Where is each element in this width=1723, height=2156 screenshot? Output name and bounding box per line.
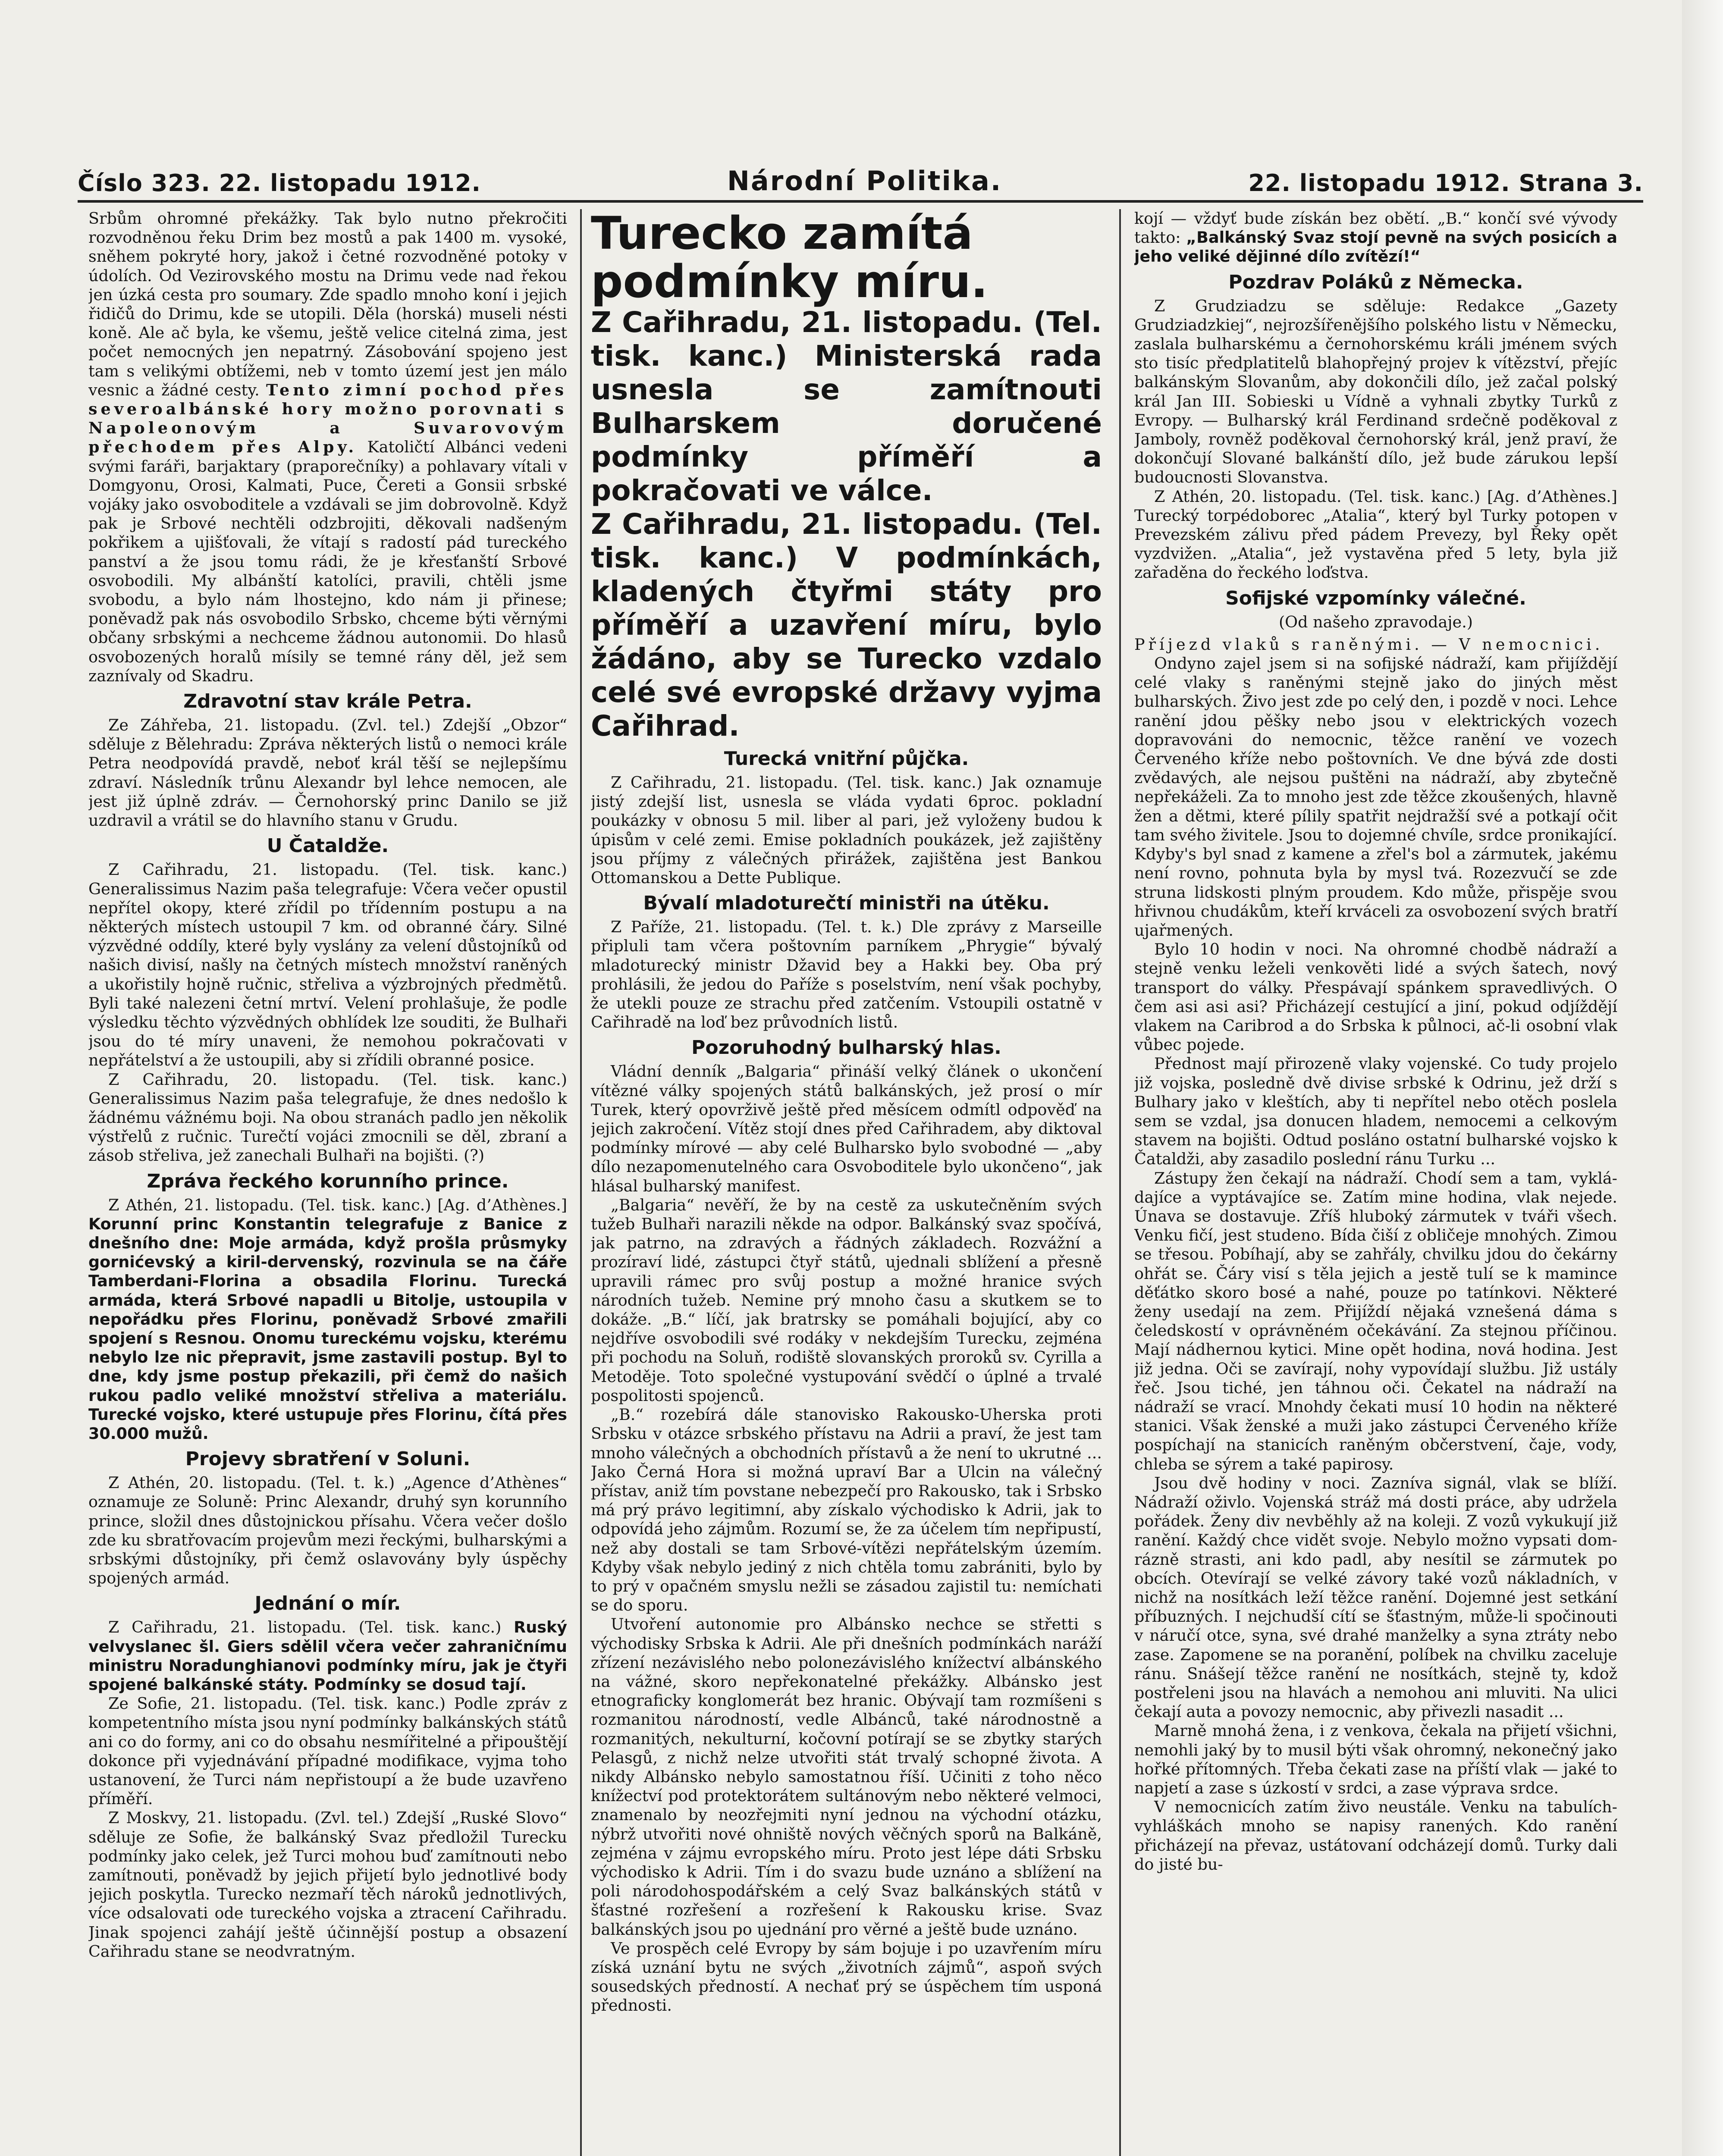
text-run: kojí — vždyť bude získán bez obětí. „B.“ končí své vývody takto:: [1134, 209, 1617, 247]
section-heading: Pozdrav Poláků z Německa.: [1228, 271, 1523, 293]
article-paragraph: Z Athén, 20. listopadu. (Tel. tisk. kanc.) [Ag. d’Athènes.] Turecký torpédoborec „Atalia“, který byl Turky potopen v Prevezském zálivu před pádem Prevezy, byl Řeky opět vyzdvižen. „Atalia“, jež vystavěna před 5 lety, byla již zařaděna do řeckého loďstva.: [1134, 487, 1617, 582]
section-heading: Pozoruhodný bulharský hlas.: [691, 1037, 1001, 1059]
article-paragraph: [88, 1618, 567, 1694]
subheading: (Od našeho zpravodaje.): [1278, 612, 1473, 631]
article-paragraph: Z Grudziadzu se sděluje: Redakce „Gazety Grudziadzkiej“, nejrozšířenějšího polského listu v Německu, zaslala bulharskému a černohorskému králi jménem svých sto tisíc předplatitelů blahopřejný projev k vítězství, přejíc balkánským Slovanům, aby dokončili dílo, jež začal polský král Jan III. Sobieski u Vídně a vyhnali zbytky Turků z Evropy. — Bulharský král Ferdinand srdečně poděkoval z Jamboly, rovněž poděkoval černohorský král, jenž praví, že dokončují Slované balkánští dílo, jež bude zárukou lepší budoucnosti Slovanstva.: [1134, 296, 1617, 487]
article-paragraph: Přednost mají přirozeně vlaky vojenské. Co tudy projelo již vojska, posledně dvě divise srbské k Odrinu, jež drží s Bulhary jako v kleštích, aby ti nepřítel nebo otěch poslela sem se vzdal, jsa donucen hladem, nemocemi a celkovým stavem na bojišti. Odtud posláno ostatní bulharské vojsko k Čataldži, aby zasadilo poslední ránu Turku ...: [1134, 1054, 1617, 1169]
lead-line: Příjezd vlaků s raněnými. — V nemocnici.: [1134, 635, 1604, 654]
article-paragraph: Z Cařihradu, 20. listopadu. (Tel. tisk. kanc.) Generalissimus Nazim paša telegrafuje, že dnes nedošlo k žádnému vážnému boji. Na obou stranách padlo jen několik výstřelů z ručnic. Turečtí vojáci zmocnili se děl, zbraní a zásob střeliva, jež zanechali Bulhaři na bojišti. (?): [88, 1070, 567, 1165]
section-heading: U Čataldže.: [267, 835, 389, 857]
header-left: Číslo 323. 22. listopadu 1912.: [78, 169, 481, 197]
section-heading: Jednání o mír.: [254, 1592, 401, 1615]
section-heading: Turecká vnitřní půjčka.: [724, 748, 969, 770]
article-paragraph: Z Paříže, 21. listopadu. (Tel. t. k.) Dle zprávy z Marseille připluli tam včera poštovním parníkem „Phrygie“ bývalý mladoturecký ministr Džavid bey a Hakki bey. Oba prý prohlásili, že jedou do Paříže s poselstvím, není však pochyby, že utekli pouze ze strachu před zatčením. Vstoupili ostatně v Cařihradě na loď bez průvodních listů.: [591, 918, 1102, 1032]
article-paragraph: Zástupy žen čekají na nádraží. Chodí sem a tam, vykládajíce a vyptávajíce se. Zatím mine hodina, vlak nejede. Únava se dostavuje. Zříš hluboký zármutek v tváři všech. Venku fičí, jest studeno. Bída čiší z obličeje mnohých. Zimou se třesou. Pobíhají, aby se zahřály, chvilku jdou do čekárny ohřát se. Čáry visí s těla jejich a jestě tulí se k mamince děťátko skoro bosé a nahé, pouze po tatínkovi. Některé ženy usedají na zem. Přijíždí nějaká vznešená dáma s čeledskostí v oprávněném očekávání. Za stejnou příčinou. Mají nádhernou kytici. Mine opět hodina, nová hodina. Jest již jedna. Oči se zavírají, nohy vypovídají službu. Již ustály řeč. Jsou tiché, jen táhnou oči. Čekatel na nádraží na nádraží se vrací. Mnohdy čekati musí 10 hodin na některé stanici. Však ženské a muži jako zástupci Červeného kříže pospíchají na stanicích raněným občerstvení, čaje, vody, chleba se sýrem a také papirosy.: [1134, 1169, 1617, 1473]
column-rule: [1119, 209, 1121, 2156]
article-paragraph: Marně mnohá žena, i z venkova, čekala na přijetí všichni, nemohli jaký by to musil býti však ohromný, nekonečný jako hořké přítomných. Třeba čekati zase na příští vlak — jaké to napjetí a zase s úzkostí v srdci, a zase výprava srdce.: [1134, 1721, 1617, 1798]
article-paragraph: Ve prospěch celé Evropy by sám bojuje i po uzavřením míru získá uznání bytu ne svých „životních zájmů“, aspoň svých sousedských předností. A nechať prý se úspěchem tím usponá přednosti.: [591, 1939, 1102, 2015]
text-run: Katoličtí Albánci vedeni svými faráři, barjaktary (praporečníky) a pohlavary vítali v Domgyonu, Orosi, Kalmati, Puce, Čereti a Gonsii srbské vojáky jako osvoboditele a vzdávali se jim dobrovolně. Když pak je Srbové nechtěli odzbrojiti, děkovali nadšeným pokřikem a ujišťovali, že vítají s radostí pád tureckého panství a že jsou tomu rádi, že je křesťanští Srbové osvobodili. My albánští katolíci, pravili, chtěli jsme svobodu, a bylo nám lhostejno, kdo nám ji přinese; poněvadž pak nás osvobodilo Srbsko, chceme býti věrnými občany srbskými a nechceme žádnou autonomii. Do hlasů osvobozených horalů mísily se temné rány děl, jež sem zaznívaly od Skadru.: [88, 438, 567, 685]
article-paragraph: [88, 209, 567, 686]
article-paragraph: Z Cařihradu, 21. listopadu. (Tel. tisk. kanc.) Jak oznamuje jistý zdejší list, usnesla se vláda vydati 6proc. pokladní poukázky v obnosu 5 mil. liber al pari, jež vyloženy budou k úpisům v celé zemi. Emise pokladních poukázek, jež zajištěny jsou příjmy z válečných přirážek, zajištěna jest Bankou Ottomanskou a Dette Publique.: [591, 773, 1102, 887]
article-paragraph: Vládní denník „Balgaria“ přináší velký článek o ukončení vítězné války spojených států balkánských, jež prosí o mír Turek, který opovrživě ještě před měsícem odmítl odpověď na jejich zakročení. Vítěz stojí dnes před Cařihradem, aby diktoval podmínky mírové — aby celé Bulharsko bylo svobodné — „aby dílo nezapomenutelného cara Osvoboditele bylo ukončeno“, jak hlásal bulharský manifest.: [591, 1062, 1102, 1195]
article-paragraph: Z Athén, 20. listopadu. (Tel. t. k.) „Agence d’Athènes“ oznamuje ze Soluně: Princ Alexandr, druhý syn korunního prince, složil dnes důstojnickou přísahu. Včera večer došlo zde ku sbratřovacím projevům mezi řeckými, bulharskými a srbskými důstojníky, při čemž oslavovány byly úspěchy spojených armád.: [88, 1473, 567, 1588]
article-paragraph: Ondyno zajel jsem si na sofijské nádraží, kam přijíždějí celé vlaky s raněnými stejně jako do jiných měst bulharských. Živo jest zde po celý den, i pozdě v noci. Lehce ranění jdou pěšky nebo jsou v elektrických vozech dopravováni do nemocnic, těžce ranění ve vozech Červeného kříže nebo poštovních. Ve dne bývá zde dosti zvědavých, ale nejsou puštěni na nádraží, aby zbytečně nepřekáželi. Za to mnoho jest zde těžce zkoušených, hlavně žen a dětmi, které pílily spatřit nejdražší své a potkají očit tam svého živitele. Jsou to dojemné chvíle, srdce pronikající. Kdyby's byl snad z kamene a zřel's bol a zármutek, jakému není rovno, pohnuta byla by mysl tvá. Rozezvučí se zde struna lidskosti plným proudem. Kdo může, přispěje svou hřivnou chudákům, kteří krváceli za osvobození svých bratří ujařmených.: [1134, 654, 1617, 940]
headline-bulletin: Z Cařihradu, 21. listopadu. (Tel. tisk. kanc.) V podmínkách, kladených čtyřmi státy pro příměří a uzavření míru, bylo žádáno, aby se Turecko vzdalo celé své evropské državy vyjma Cařihrad.: [591, 508, 1102, 743]
column-left: [88, 209, 567, 2156]
article-paragraph: Ze Sofie, 21. listopadu. (Tel. tisk. kanc.) Podle zpráv z kompetentního místa jsou nyní podmínky balkánských států ani co do formy, ani co do obsahu nesmířitelné a připouštějí dokonce při vyjednávání případné modifikace, vyjma toho ustanovení, že Turci nám nepřistoupí a že bude uzavřeno příměří.: [88, 1694, 567, 1808]
text-run: Srbům ohromné překážky. Tak bylo nutno překročiti rozvodněnou řeku Drim bez mostů a pak 1400 m. vysoké, sněhem pokryté hory, jakož i četné rozvodněné potoky v údolích. Od Vezirovského mostu na Drimu vede nad řekou jen úzká cesta pro soumary. Zde spadlo mnoho koní i jejich řidičů do Drimu, kde se utopili. Děla (horská) museli nésti koně. Ale ač byla, ke všemu, ještě velice citelná zima, jest počet nemocných jen nepatrný. Zásobování spojeno jest tam s velikými obtížemi, neb v tomto území jest jen málo vesnic a žádné cesty.: [88, 209, 567, 399]
article-paragraph: V nemocnicích zatím živo neustále. Venku na tabulích-vyhláškách mnoho se napisy ranených. Kdo ranění přicházejí na převaz, ustátovaní odcházejí domů. Turky dali do jisté bu-: [1134, 1798, 1617, 1874]
article-paragraph: Bylo 10 hodin v noci. Na ohromné chodbě nádraží a stejně venku leželi venkověti lidé a svých šatech, nový transport do války. Přespávají spánkem spravedlivých. O čem asi asi asi? Přicházejí cestující a jiní, pokud odjíždějí vlakem na Caribrod a do Srbska k půlnoci, ač-li osobní vlak vůbec pojede.: [1134, 940, 1617, 1054]
column-middle: [591, 209, 1102, 2156]
page-edge: [1682, 0, 1723, 2156]
column-rule: [580, 209, 582, 2156]
section-heading: Projevy sbratření v Soluni.: [185, 1448, 471, 1470]
section-heading: Bývalí mladoturečtí ministři na útěku.: [643, 892, 1050, 915]
page-header: [78, 155, 1643, 203]
section-heading: Zpráva řeckého korunního prince.: [147, 1170, 509, 1192]
article-paragraph: [591, 1405, 1102, 1615]
bold-text: Korunní princ Konstantin telegrafuje z Banice z dnešního dne: Moje armáda, když prošla průsmyky gornićevský a kiril-dervenský, rozvinula se na čáře Tamberdani-Florina a obsadila Florinu. Turecká armáda, která Srbové napadli u Bitolje, ustoupila v nepořádku přes Florinu, poněvadž Srbové zmařili spojení s Resnou. Onomu tureckému vojsku, kterému nebylo lze nic přepravit, jsme zastavili postup. Byl to dne, kdy jsme postup překazili, při čemž do našich rukou padlo veliké množství střeliva a materiálu. Turecké vojsko, které ustupuje přes Florinu, čítá přes 30.000 mužů.: [88, 1214, 567, 1443]
bold-text: „Balkánský Svaz stojí pevně na svých posicích a jeho veliké dějinné dílo zvítězí!“: [1134, 228, 1617, 266]
text-run: Z Cařihradu, 21. listopadu. (Tel. tisk. kanc.): [108, 1618, 502, 1637]
article-paragraph: Jsou dvě hodiny v noci. Zazníva signál, vlak se blíží. Nádraží oživlo. Vojenská stráž má dosti práce, aby udržela pořádek. Ženy div nevběhly až na koleji. Z vozů vykukují již ranění. Každý chce vidět svoje. Nebylo možno vypsati domrázně strasti, ani kdo padl, aby nesítil se zármutek po obcích. Otevírají se velké závory také vozů nákladních, v nichž na nosítkách leží těžce ranění. Dojemné jest setkání příbuzných. I nejchudší cítí se šťastným, může-li spočinouti v náručí otce, syna, své drahé manželky a syna ztráty nebo zase. Zapomene se na poranění, políbek na chvilku zaceluje ránu. Snášejí těžce ranění ne nosítkách, stejně ty, kdož postřeleni jsou na hlavách a nemohou ani mluviti. Na ulici čekají auta a povozy nemocnic, aby přivezli nasadit ...: [1134, 1473, 1617, 1721]
bold-text: Ruský velvyslanec šl. Giers sdělil včera večer zahraničnímu ministru Noradunghianovi podmínky míru, jak je čtyři spojené balkánské státy. Podmínky se dosud tají.: [88, 1618, 567, 1694]
headline: Turecko zamítá podmínky míru.: [591, 209, 988, 308]
article-paragraph: [1134, 209, 1617, 266]
article-paragraph: Ze Záhřeba, 21. listopadu. (Zvl. tel.) Zdejší „Obzor“ sděluje z Bělehradu: Zpráva některých listů o nemoci krále Petra neodpovídá pravdě, neboť král těší se nejlepšímu zdraví. Následník trůnu Alexandr byl lehce nemocen, ale jest již úplně zdráv. — Černohorský princ Danilo se již uzdravil a vrátil se do hlavního stanu v Grudu.: [88, 716, 567, 830]
article-paragraph: Z Moskvy, 21. listopadu. (Zvl. tel.) Zdejší „Ruské Slovo“ sděluje ze Sofie, že balkánský Svaz předložil Turecku podmínky jako celek, jež Turci mohou buď zamítnouti nebo zamítnouti, poněvadž by jejich přijetí bylo jednotlivé body jejich poskytla. Turecko nezmaří těch nároků jednotlivých, více odsalovati ode tureckého vojska a ztracení Cařihradu. Jinak spojenci zahájí ještě účinnější postup a obsazení Cařihradu stane se neodvratným.: [88, 1808, 567, 1961]
article-paragraph: Z Cařihradu, 21. listopadu. (Tel. tisk. kanc.) Generalissimus Nazim paša telegrafuje: Včera večer opustil nepřítel okopy, které zřídil po třídenním postupu a na některých místech ustoupil 7 km. od obranné čáry. Silné výzvědné oddíly, které byly vyslány za velení důstojníků od našich divisí, našly na četných místech množství raněných a ukořistily hojně ručnic, střeliva a výzbrojných předmětů. Byli také nalezeni četní mrtví. Velení prohlašuje, že podle výsledku těchto výzvědných obhlídek lze souditi, že Bulhaři jsou do té míry unaveni, že nemohou pokračovati v nepřátelství a že ustoupili, aby si zřídili obranné posice.: [88, 860, 567, 1070]
masthead-title: Národní Politika.: [727, 165, 1002, 197]
section-heading: Sofijské vzpomínky válečné.: [1225, 587, 1526, 609]
article-paragraph: Utvoření autonomie pro Albánsko nechce se střetti s východisky Srbska k Adrii. Ale při dnešních podmínkách naráží zřízení nezávislého nebo polonezávislého knížectví albánského na vážné, skoro nepřekonatelné překážky. Albánsko jest etnograficky konglomerát bez hranic. Obývají tam rozmíšeni s rozmanitou národností, vedle Albánců, také národnostně a rozmanitých, nekulturní, kočovní potírají se se zbytky starých Pelasgů, z nichž nelze utvořiti stát trvalý schopné života. A nikdy Albánsko nebylo samostatnou říší. Učiniti z toho něco knížectví pod protektorátem sultánovým nebo některé velmoci, znamenalo by neozřejmiti nyní jednou na východní otázku, nýbrž utvořiti nové ohniště nových věčných sporů na Balkáně, zejména v zájmu evropského míru. Proto jest lépe dáti Srbsku východisko k Adrii. Tím i do svazu bude uznáno a sblížení na poli národohospodářském a celý Svaz balkánských států v šťastné rozřešení a rozřešení k Rakousku krise. Svaz balkánských jsou po ujednání pro věrné a ještě bude uznáno.: [591, 1615, 1102, 1939]
emphasized-text: Tento zimní pochod přes severoalbánské hory možno porovnati s Napoleonovým a Suvarovovým přechodem přes Alpy.: [88, 380, 567, 457]
column-right: [1134, 209, 1617, 2156]
header-right: 22. listopadu 1912. Strana 3.: [1248, 169, 1643, 197]
headline-bulletin: Z Cařihradu, 21. listopadu. (Tel. tisk. kanc.) Ministerská rada usnesla se zamítnouti Bulharskem doručené podmínky příměří a pokračovati ve válce.: [591, 306, 1102, 507]
article-paragraph: „Balgaria“ nevěří, že by na cestě za uskutečněním svých tužeb Bulhaři narazili někde na odpor. Balkánský svaz spočívá, jak patrno, na zdravých a řádných základech. Rozvážní a prozíraví lidé, zástupci čtyř států, ujednali sblížení a přesně upravili rámec pro svůj postup a možné hranice svých národních tužeb. Nemine prý mnoho času a skutkem se to dokáže. „B.“ líčí, jak bratrsky se pomáhali bojující, aby co nejdříve osvobodili své rodáky v nekdejším Turecku, zejména při pochodu na Soluň, rodiště slovanských proroků sv. Cyrilla a Metoděje. Toto společné vystupování svědčí o úplné a trvalé pospolitosti spojenců.: [591, 1195, 1102, 1405]
text-run: „B.“ rozebírá dále stanovisko Rakousko-Uherska proti Srbsku v otázce srbského přístavu na Adrii a praví, že jest tam mnoho válečných a obchodních přístavů a že není to ukrutné ...: [591, 1405, 1102, 1462]
text-run: Jako Černá Hora si možná upraví Bar a Ulcin na válečný přístav, aniž tím povstane nebezpečí pro Rakousko, tak i Srbsko má prý právo legitimní, aby získalo východisko k Adrii, jak to odpovídá jeho zájmům. Rozumí se, že za účelem tím nepřipustí, než aby dostali se tam Srbové-vítězi nepřátelským územím. Kdyby však nebylo jediný z nich chtěla tomu zabrániti, bylo by to prý v opačném smyslu nežli se zásadou zajistil tu: nemíchati se do sporu.: [591, 1462, 1102, 1615]
section-heading: Zdravotní stav krále Petra.: [183, 690, 472, 713]
article-paragraph: [88, 1196, 567, 1444]
text-run: Z Athén, 21. listopadu. (Tel. tisk. kanc.) [Ag. d’Athènes.]: [108, 1195, 567, 1214]
